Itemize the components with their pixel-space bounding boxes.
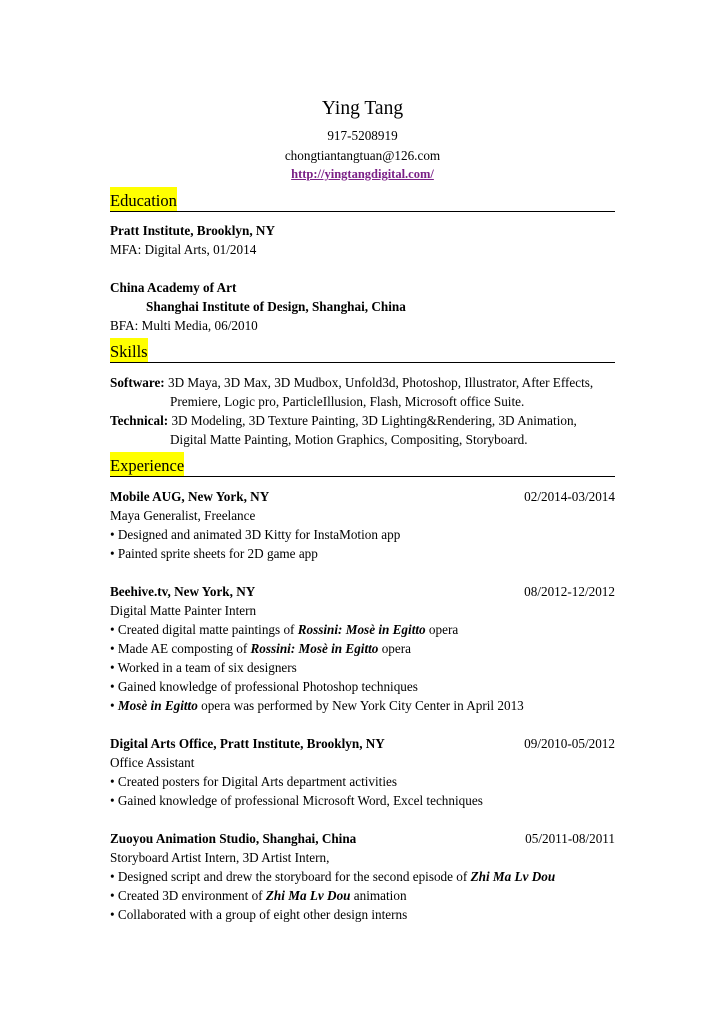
job-2-bullet-2-text: • Made AE composting of [110, 641, 251, 656]
skills-section-heading [110, 334, 615, 363]
job-2-bullet-2 [110, 640, 615, 657]
education-section-heading [110, 183, 615, 212]
job-4-role: Storyboard Artist Intern, 3D Artist Intern, [110, 850, 330, 865]
education-school-1: Pratt Institute, Brooklyn, NY [110, 223, 275, 238]
experience-section-heading [110, 448, 615, 477]
technical-list-part-2: Digital Matte Painting, Motion Graphics, Compositing, Storyboard. [170, 432, 528, 447]
job-3-header [110, 735, 615, 752]
education-school-2: China Academy of Art [110, 280, 237, 295]
job-4-bullet-2-title: Zhi Ma Lv Dou [265, 888, 351, 903]
job-4-bullet-1 [110, 868, 615, 885]
technical-list-part-1: 3D Modeling, 3D Texture Painting, 3D Lighting&Rendering, 3D Animation, [168, 413, 577, 428]
job-1-header [110, 488, 615, 505]
software-list-part-1: 3D Maya, 3D Max, 3D Mudbox, Unfold3d, Photoshop, Illustrator, After Effects, [164, 375, 594, 390]
job-2-bullet-2-end: opera [378, 641, 411, 656]
education-degree-2: BFA: Multi Media, 06/2010 [110, 318, 258, 333]
job-4-bullet-2-text: • Created 3D environment of [110, 888, 266, 903]
job-2-bullet-1-title: Rossini: Mosè in Egitto [297, 622, 426, 637]
education-heading-text: Education [110, 187, 177, 211]
job-2-bullet-3: • Worked in a team of six designers [110, 660, 297, 675]
job-2-bullet-1 [110, 621, 615, 638]
skills-technical-line [110, 412, 615, 429]
job-3-bullet-2: • Gained knowledge of professional Microsoft Word, Excel techniques [110, 793, 483, 808]
job-1-dates: 02/2014-03/2014 [524, 489, 615, 504]
job-2-bullet-5 [110, 697, 615, 714]
job-2-bullet-5-end: opera was performed by New York City Center in April 2013 [197, 698, 524, 713]
job-2-bullet-2-title: Rossini: Mosè in Egitto [250, 641, 379, 656]
job-1-role: Maya Generalist, Freelance [110, 508, 256, 523]
email-address: chongtiantangtuan@126.com [284, 148, 441, 163]
job-4-dates: 05/2011-08/2011 [525, 831, 615, 846]
job-3-role: Office Assistant [110, 755, 195, 770]
website-link[interactable]: http://yingtangdigital.com/ [291, 167, 434, 181]
job-4-bullet-1-title: Zhi Ma Lv Dou [470, 869, 556, 884]
job-3-bullet-1: • Created posters for Digital Arts department activities [110, 774, 397, 789]
job-2-bullet-4: • Gained knowledge of professional Photoshop techniques [110, 679, 418, 694]
job-4-bullet-2 [110, 887, 615, 904]
job-4-header [110, 830, 615, 847]
job-4-bullet-1-text: • Designed script and drew the storyboard for the second episode of [110, 869, 471, 884]
job-2-bullet-5-text: • [110, 698, 118, 713]
applicant-name: Ying Tang [321, 98, 404, 119]
technical-label: Technical: [110, 413, 169, 428]
job-2-header [110, 583, 615, 600]
job-4-bullet-2-end: animation [350, 888, 407, 903]
job-2-dates: 08/2012-12/2012 [524, 584, 615, 599]
job-4-employer: Zuoyou Animation Studio, Shanghai, China [110, 831, 357, 846]
job-1-employer: Mobile AUG, New York, NY [110, 489, 270, 504]
job-2-bullet-1-end: opera [425, 622, 459, 637]
software-list-part-2: Premiere, Logic pro, ParticleIllusion, Flash, Microsoft office Suite. [170, 394, 525, 409]
job-1-bullet-2: • Painted sprite sheets for 2D game app [110, 546, 318, 561]
job-2-bullet-5-title: Mosè in Egitto [117, 698, 198, 713]
education-campus-2: Shanghai Institute of Design, Shanghai, China [146, 299, 406, 314]
software-label: Software: [110, 375, 165, 390]
job-4-bullet-3: • Collaborated with a group of eight other design interns [110, 907, 408, 922]
experience-heading-text: Experience [110, 452, 184, 476]
job-2-employer: Beehive.tv, New York, NY [110, 584, 256, 599]
skills-software-line [110, 374, 615, 391]
job-2-role: Digital Matte Painter Intern [110, 603, 257, 618]
phone-number: 917-5208919 [327, 128, 398, 143]
job-2-bullet-1-text: • Created digital matte paintings of [110, 622, 298, 637]
skills-heading-text: Skills [110, 338, 148, 362]
job-3-employer: Digital Arts Office, Pratt Institute, Brooklyn, NY [110, 736, 385, 751]
job-3-dates: 09/2010-05/2012 [524, 736, 615, 751]
education-degree-1: MFA: Digital Arts, 01/2014 [110, 242, 257, 257]
job-1-bullet-1: • Designed and animated 3D Kitty for InstaMotion app [110, 527, 401, 542]
